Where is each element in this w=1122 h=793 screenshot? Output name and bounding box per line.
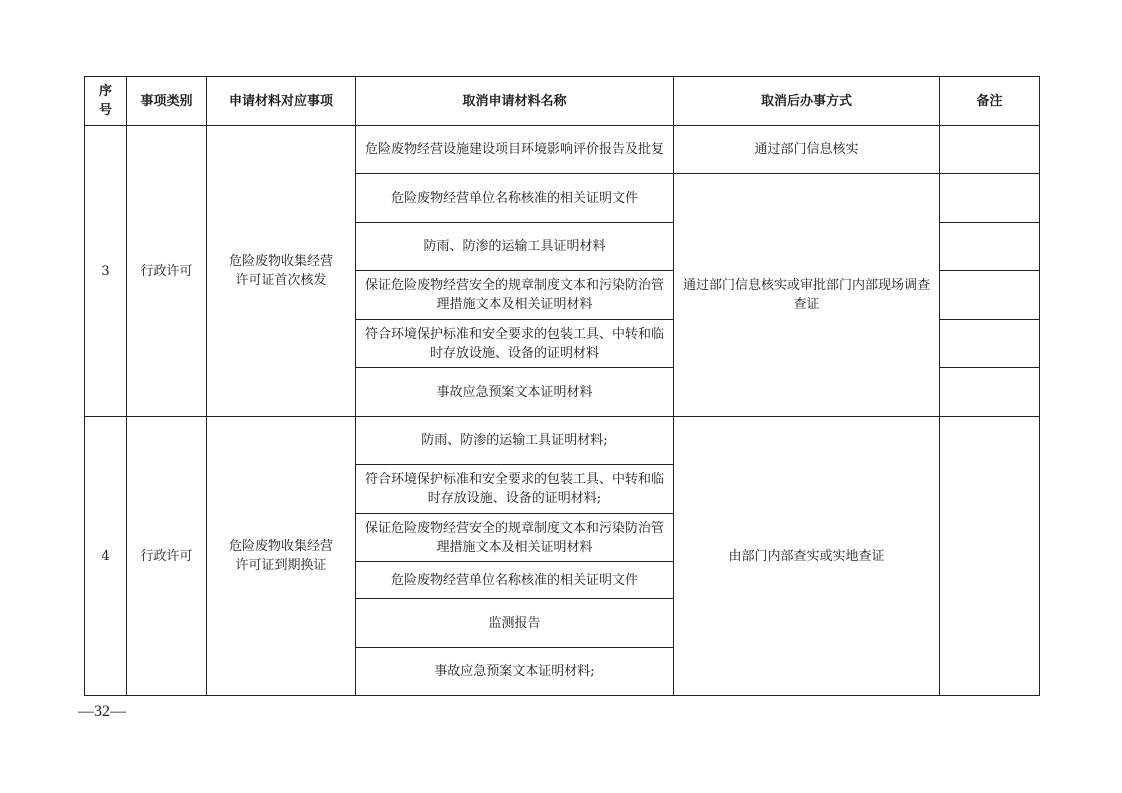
- group-4-material-1: 防雨、防渗的运输工具证明材料;: [356, 417, 674, 465]
- group-4-material-5: 监测报告: [356, 599, 674, 648]
- group-4-material-4: 危险废物经营单位名称核准的相关证明文件: [356, 562, 674, 599]
- group-4-method: 由部门内部查实或实地查证: [674, 417, 940, 696]
- group-3-note-6: [940, 368, 1040, 417]
- group-3-material-6: 事故应急预案文本证明材料: [356, 368, 674, 417]
- group-3-method-2: 通过部门信息核实或审批部门内部现场调查查证: [674, 174, 940, 417]
- group-4-material-3: 保证危险废物经营安全的规章制度文本和污染防治管理措施文本及相关证明材料: [356, 514, 674, 562]
- group-3-note-3: [940, 223, 1040, 271]
- header-material: 取消申请材料名称: [356, 77, 674, 126]
- group-3-note-1: [940, 126, 1040, 174]
- table-row: [85, 126, 1040, 174]
- table-row: [85, 417, 1040, 465]
- group-4-seq: 4: [85, 417, 127, 696]
- table-header-row: [85, 77, 1040, 126]
- group-3-note-4: [940, 271, 1040, 320]
- group-3-item: 危险废物收集经营许可证首次核发: [207, 126, 356, 417]
- group-3-material-5: 符合环境保护标准和安全要求的包装工具、中转和临时存放设施、设备的证明材料: [356, 320, 674, 368]
- materials-table: [84, 76, 1040, 696]
- group-3-method-1: 通过部门信息核实: [674, 126, 940, 174]
- group-3-material-3: 防雨、防渗的运输工具证明材料: [356, 223, 674, 271]
- header-category: 事项类别: [127, 77, 207, 126]
- group-3-material-1: 危险废物经营设施建设项目环境影响评价报告及批复: [356, 126, 674, 174]
- group-3-category: 行政许可: [127, 126, 207, 417]
- page-number: —32—: [78, 703, 126, 720]
- group-4-item: 危险废物收集经营许可证到期换证: [207, 417, 356, 696]
- group-4-material-2: 符合环境保护标准和安全要求的包装工具、中转和临时存放设施、设备的证明材料;: [356, 465, 674, 514]
- header-note: 备注: [940, 77, 1040, 126]
- header-item: 申请材料对应事项: [207, 77, 356, 126]
- group-4-material-6: 事故应急预案文本证明材料;: [356, 648, 674, 696]
- header-seq: 序号: [85, 77, 127, 126]
- header-method: 取消后办事方式: [674, 77, 940, 126]
- group-4-note: [940, 417, 1040, 696]
- group-3-seq: 3: [85, 126, 127, 417]
- group-3-material-4: 保证危险废物经营安全的规章制度文本和污染防治管理措施文本及相关证明材料: [356, 271, 674, 320]
- group-3-material-2: 危险废物经营单位名称核准的相关证明文件: [356, 174, 674, 223]
- group-3-note-5: [940, 320, 1040, 368]
- group-3-note-2: [940, 174, 1040, 223]
- group-4-category: 行政许可: [127, 417, 207, 696]
